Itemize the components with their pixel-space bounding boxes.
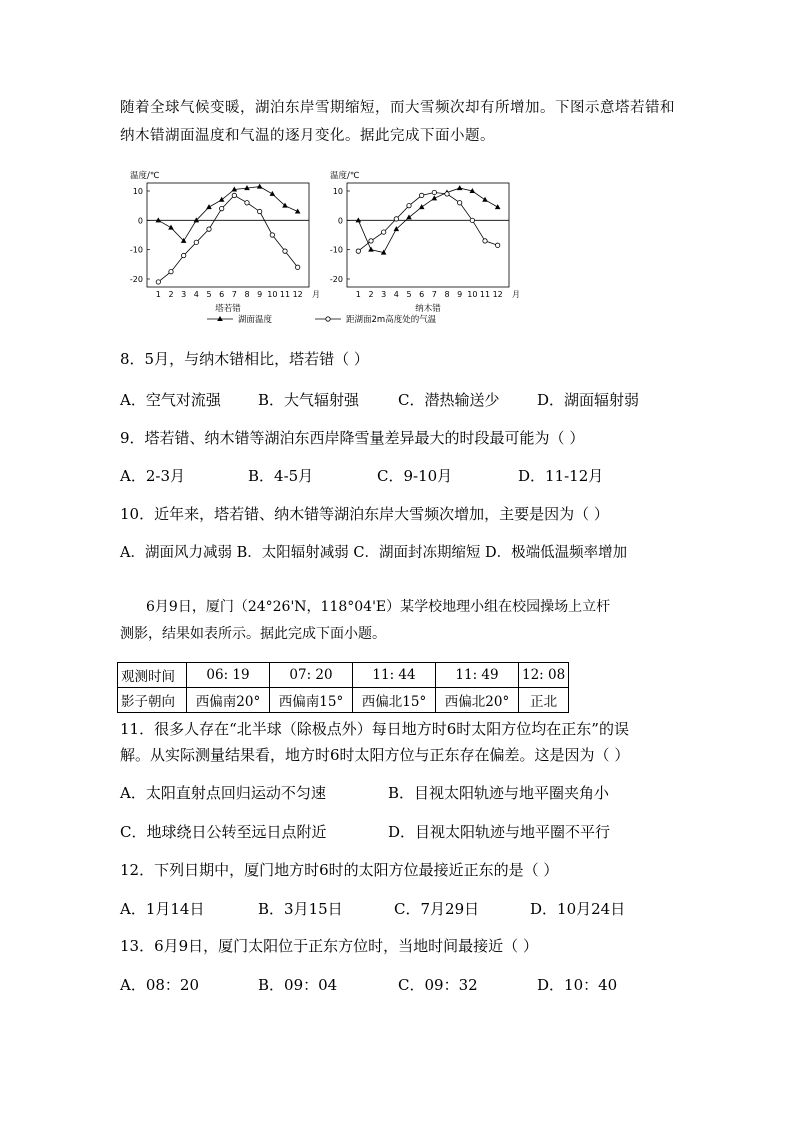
x-tick-label: 12 <box>492 290 503 299</box>
y-tick-label: -20 <box>129 275 143 284</box>
q11-stem-line-2: 解。从实际测量结果看，地方时6时太阳方位与正东存在偏差。这是因为（ ） <box>120 746 630 764</box>
data-point <box>457 201 461 205</box>
x-tick-label: 2 <box>368 290 374 299</box>
table-cell: 西偏南20° <box>187 688 270 713</box>
x-tick-label: 5 <box>406 290 412 299</box>
q9-stem: 9．塔若错、纳木错等湖泊东西岸降雪量差异最大的时段最可能为（ ） <box>120 429 585 447</box>
intro-paragraph-2-line-2: 测影，结果如表所示。据此完成下面小题。 <box>120 626 386 642</box>
data-point <box>257 209 261 213</box>
x-tick-label: 3 <box>381 290 387 299</box>
data-point <box>206 204 212 209</box>
data-point <box>232 193 236 197</box>
x-tick-label: 12 <box>292 290 303 299</box>
data-point <box>257 184 263 189</box>
q13-option-d[interactable]: D．10：40 <box>537 976 618 994</box>
x-tick-label: 3 <box>181 290 187 299</box>
data-point <box>207 227 211 231</box>
q12-option-d[interactable]: D．10月24日 <box>530 900 626 918</box>
x-tick-label: 7 <box>431 290 437 299</box>
data-point <box>169 269 173 273</box>
data-point <box>295 209 301 214</box>
data-point <box>432 195 438 200</box>
data-point <box>407 203 411 207</box>
series-line <box>158 195 297 282</box>
q8-option-a[interactable]: A．空气对流强 <box>120 391 221 409</box>
table-cell: 11: 44 <box>353 663 436 688</box>
data-point <box>283 249 287 253</box>
data-point <box>194 240 198 244</box>
q13-option-c[interactable]: C．09：32 <box>398 976 478 994</box>
x-tick-label: 1 <box>155 290 161 299</box>
x-tick-label: 4 <box>393 290 399 299</box>
chart-title: 纳木错 <box>415 304 441 314</box>
temperature-charts <box>125 166 525 331</box>
table-cell: 影子朝向 <box>118 688 187 713</box>
data-point <box>369 239 373 243</box>
x-axis-label: 月 <box>512 290 520 299</box>
data-point <box>432 190 436 194</box>
y-tick-label: 0 <box>337 216 343 226</box>
y-tick-label: 0 <box>137 216 143 226</box>
data-point <box>356 249 360 253</box>
observation-table <box>117 662 569 713</box>
data-point <box>482 197 488 202</box>
legend-marker-circle <box>326 317 330 321</box>
data-point <box>156 280 160 284</box>
q12-option-a[interactable]: A．1月14日 <box>120 900 205 918</box>
y-tick-label: -10 <box>129 245 143 255</box>
x-tick-label: 9 <box>257 290 263 299</box>
data-point <box>270 233 274 237</box>
q13-option-a[interactable]: A．08：20 <box>120 976 200 994</box>
chart-taruocuo <box>130 170 320 314</box>
legend-label-lake: 湖面温度 <box>238 315 273 325</box>
q11-option-d[interactable]: D．目视太阳轨迹与地平圈不平行 <box>388 823 611 841</box>
series-line <box>158 187 297 241</box>
table-row <box>118 663 569 688</box>
data-point <box>457 185 463 190</box>
x-tick-label: 2 <box>168 290 174 299</box>
q12-option-c[interactable]: C．7月29日 <box>394 900 480 918</box>
q13-option-b[interactable]: B．09：04 <box>258 976 338 994</box>
intro-paragraph-2-line-1: 6月9日，厦门（24°26'N，118°04'E）某学校地理小组在校园操场上立杆 <box>146 599 611 615</box>
data-point <box>168 225 174 230</box>
data-point <box>495 204 501 209</box>
q9-option-b[interactable]: B．4-5月 <box>248 467 314 485</box>
x-tick-label: 8 <box>244 290 250 299</box>
x-tick-label: 5 <box>206 290 212 299</box>
q12-stem: 12．下列日期中，厦门地方时6时的太阳方位最接近正东的是（ ） <box>120 861 559 879</box>
data-point <box>470 218 474 222</box>
q13-stem: 13．6月9日，厦门太阳位于正东方位时，当地时间最接近（ ） <box>120 937 538 955</box>
data-point <box>181 253 185 257</box>
y-tick-label: 10 <box>132 187 143 196</box>
y-axis-label: 温度/℃ <box>330 171 360 181</box>
q11-option-a[interactable]: A．太阳直射点回归运动不匀速 <box>120 784 326 802</box>
x-tick-label: 11 <box>279 290 291 299</box>
q10-options[interactable]: A．湖面风力减弱 B．太阳辐射减弱 C．湖面封冻期缩短 D．极端低温频率增加 <box>120 545 628 561</box>
x-tick-label: 1 <box>355 290 361 299</box>
table-row <box>118 688 569 713</box>
series-line <box>358 193 497 252</box>
y-axis-label: 温度/℃ <box>130 171 160 181</box>
data-point <box>445 192 449 196</box>
x-tick-label: 8 <box>444 290 450 299</box>
data-point <box>406 214 412 219</box>
data-point <box>219 206 223 210</box>
q9-option-c[interactable]: C．9-10月 <box>377 467 453 485</box>
data-point <box>356 217 362 222</box>
x-tick-label: 10 <box>467 290 478 299</box>
x-tick-label: 9 <box>457 290 463 299</box>
data-point <box>419 204 425 209</box>
x-tick-label: 6 <box>219 290 225 299</box>
chart-legend <box>207 314 437 325</box>
table-cell: 正北 <box>519 688 569 713</box>
x-axis-label: 月 <box>312 290 320 299</box>
x-tick-label: 10 <box>267 290 278 299</box>
data-point <box>368 247 374 252</box>
chart-title: 塔若错 <box>215 304 241 314</box>
data-point <box>419 193 423 197</box>
x-tick-label: 11 <box>479 290 491 299</box>
q12-option-b[interactable]: B．3月15日 <box>258 900 343 918</box>
table-cell: 07: 20 <box>270 663 353 688</box>
data-point <box>270 191 276 196</box>
q8-option-b[interactable]: B．大气辐射强 <box>258 391 360 409</box>
y-tick-label: -20 <box>329 275 343 284</box>
table-cell: 西偏北20° <box>436 688 519 713</box>
table-cell: 观测时间 <box>118 663 187 688</box>
q10-stem: 10．近年来，塔若错、纳木错等湖泊东岸大雪频次增加，主要是因为（ ） <box>120 505 609 523</box>
y-tick-label: 10 <box>332 187 343 196</box>
table-cell: 06: 19 <box>187 663 270 688</box>
q11-option-b[interactable]: B．目视太阳轨迹与地平圈夹角小 <box>388 784 610 802</box>
x-tick-label: 7 <box>231 290 237 299</box>
data-point <box>394 217 398 221</box>
q8-option-d[interactable]: D．湖面辐射弱 <box>537 391 640 409</box>
q8-option-c[interactable]: C．潜热输送少 <box>398 391 500 409</box>
q11-option-c[interactable]: C．地球绕日公转至远日点附近 <box>120 823 327 841</box>
q8-stem: 8．5月，与纳木错相比，塔若错（ ） <box>120 350 369 368</box>
data-point <box>381 230 385 234</box>
table-cell: 西偏南15° <box>270 688 353 713</box>
data-point <box>245 201 249 205</box>
legend-label-air: 距湖面2m高度处的气温 <box>346 315 437 325</box>
x-tick-label: 4 <box>193 290 199 299</box>
data-point <box>483 239 487 243</box>
data-point <box>295 265 299 269</box>
data-point <box>495 243 499 247</box>
q11-stem-line-1: 11．很多人存在“北半球（除极点外）每日地方时6时太阳方位均在正东”的误 <box>120 720 629 738</box>
chart-namucuo <box>330 170 520 314</box>
q9-option-d[interactable]: D．11-12月 <box>518 467 604 485</box>
x-tick-label: 6 <box>419 290 425 299</box>
table-cell: 11: 49 <box>436 663 519 688</box>
y-tick-label: -10 <box>329 245 343 255</box>
data-point <box>156 217 162 222</box>
legend-marker-triangle <box>217 316 223 321</box>
data-point <box>219 197 225 202</box>
q9-option-a[interactable]: A．2-3月 <box>120 467 185 485</box>
table-cell: 西偏北15° <box>353 688 436 713</box>
table-cell: 12: 08 <box>519 663 569 688</box>
intro-paragraph-1: 随着全球气候变暖，湖泊东岸雪期缩短，而大雪频次却有所增加。下图示意塔若错和纳木错湖面温度和气温的逐月变化。据此完成下面小题。 <box>120 100 675 144</box>
